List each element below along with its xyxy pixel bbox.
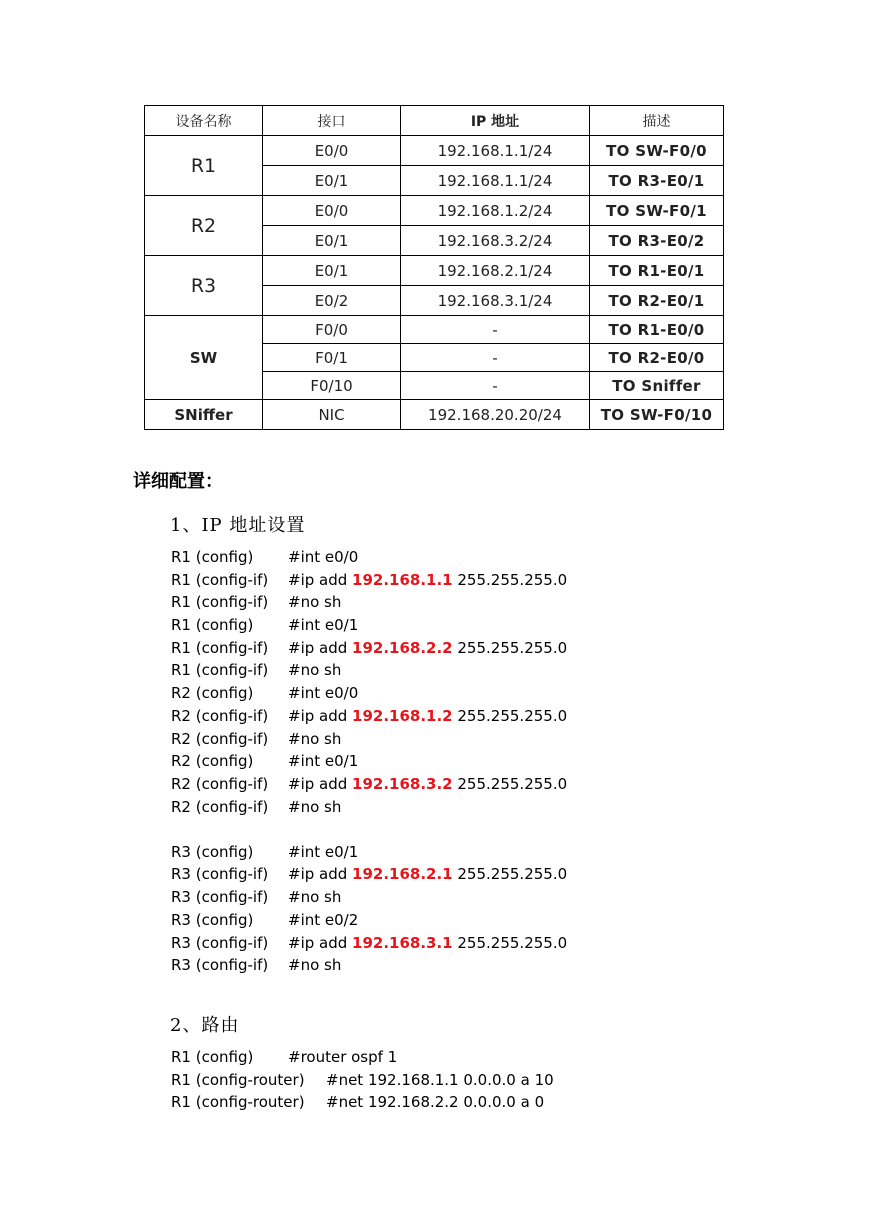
config-line bbox=[171, 659, 567, 682]
config-line bbox=[171, 863, 567, 886]
config-line bbox=[171, 1091, 554, 1114]
config-command: #no sh bbox=[288, 797, 342, 816]
config-prompt: R3 (config-if) bbox=[171, 865, 269, 884]
ip-config-block bbox=[171, 546, 567, 977]
interface-cell: F0/0 bbox=[263, 316, 401, 344]
config-prompt: R1 (config) bbox=[171, 616, 254, 635]
section-title-routing: 2、路由 bbox=[170, 1015, 240, 1036]
config-command: #no sh bbox=[288, 956, 342, 975]
config-prompt: R2 (config-if) bbox=[171, 774, 269, 793]
detail-config-heading: 详细配置： bbox=[133, 471, 223, 492]
ip-cell: - bbox=[401, 372, 590, 400]
config-command: #ip add bbox=[288, 570, 353, 589]
ip-cell: 192.168.20.20/24 bbox=[401, 400, 590, 430]
ip-cell: 192.168.3.2/24 bbox=[401, 226, 590, 256]
config-command: #net 192.168.1.1 0.0.0.0 a 10 bbox=[326, 1070, 554, 1089]
highlighted-ip-address: 192.168.2.2 bbox=[352, 638, 453, 657]
ip-cell: 192.168.2.1/24 bbox=[401, 256, 590, 286]
config-prompt: R3 (config) bbox=[171, 842, 254, 861]
subnet-mask: 255.255.255.0 bbox=[452, 865, 568, 884]
description-cell: TO R3-E0/2 bbox=[590, 226, 724, 256]
config-prompt: R1 (config-router) bbox=[171, 1093, 305, 1112]
config-command: #ip add bbox=[288, 706, 353, 725]
interface-cell: E0/1 bbox=[263, 166, 401, 196]
header-description: 描述 bbox=[590, 106, 724, 136]
table-row bbox=[145, 136, 724, 166]
config-line bbox=[171, 954, 567, 977]
description-cell: TO R2-E0/0 bbox=[590, 344, 724, 372]
highlighted-ip-address: 192.168.1.1 bbox=[352, 570, 453, 589]
config-prompt: R3 (config) bbox=[171, 910, 254, 929]
description-cell: TO R1-E0/1 bbox=[590, 256, 724, 286]
config-prompt: R2 (config-if) bbox=[171, 797, 269, 816]
ip-cell: - bbox=[401, 316, 590, 344]
config-prompt: R1 (config-if) bbox=[171, 638, 269, 657]
subnet-mask: 255.255.255.0 bbox=[452, 774, 568, 793]
highlighted-ip-address: 192.168.3.1 bbox=[352, 933, 453, 952]
table-row bbox=[145, 400, 724, 430]
description-cell: TO SW-F0/0 bbox=[590, 136, 724, 166]
ip-cell: 192.168.1.2/24 bbox=[401, 196, 590, 226]
config-line bbox=[171, 569, 567, 592]
ip-cell: 192.168.3.1/24 bbox=[401, 286, 590, 316]
description-cell: TO R1-E0/0 bbox=[590, 316, 724, 344]
highlighted-ip-address: 192.168.2.1 bbox=[352, 865, 453, 884]
config-prompt: R1 (config-if) bbox=[171, 661, 269, 680]
table-row bbox=[145, 196, 724, 226]
config-command: #net 192.168.2.2 0.0.0.0 a 0 bbox=[326, 1093, 545, 1112]
description-cell: TO SW-F0/10 bbox=[590, 400, 724, 430]
config-command: #no sh bbox=[288, 661, 342, 680]
config-command: #ip add bbox=[288, 774, 353, 793]
device-name-cell: SNiffer bbox=[145, 400, 263, 430]
header-interface: 接口 bbox=[263, 106, 401, 136]
header-device-name: 设备名称 bbox=[145, 106, 263, 136]
config-command: #router ospf 1 bbox=[288, 1048, 398, 1066]
config-prompt: R2 (config-if) bbox=[171, 706, 269, 725]
config-prompt: R1 (config-if) bbox=[171, 570, 269, 589]
config-line bbox=[171, 773, 567, 796]
config-line bbox=[171, 705, 567, 728]
interface-cell: F0/1 bbox=[263, 344, 401, 372]
config-line bbox=[171, 728, 567, 751]
config-prompt: R1 (config-router) bbox=[171, 1070, 305, 1089]
interface-cell: E0/1 bbox=[263, 226, 401, 256]
config-line bbox=[171, 591, 567, 614]
config-line bbox=[171, 682, 567, 705]
config-prompt: R1 (config-if) bbox=[171, 593, 269, 612]
config-prompt: R3 (config-if) bbox=[171, 933, 269, 952]
config-command: #no sh bbox=[288, 593, 342, 612]
config-prompt: R1 (config) bbox=[171, 1048, 254, 1066]
subnet-mask: 255.255.255.0 bbox=[452, 638, 568, 657]
config-command: #no sh bbox=[288, 729, 342, 748]
config-line bbox=[171, 1046, 554, 1069]
config-command: #int e0/0 bbox=[288, 548, 359, 566]
config-prompt: R2 (config-if) bbox=[171, 729, 269, 748]
interface-cell: E0/1 bbox=[263, 256, 401, 286]
config-command: #int e0/1 bbox=[288, 752, 359, 771]
config-prompt: R3 (config-if) bbox=[171, 888, 269, 907]
config-line bbox=[171, 1069, 554, 1092]
device-name-cell: SW bbox=[145, 316, 263, 400]
subnet-mask: 255.255.255.0 bbox=[452, 706, 568, 725]
config-prompt: R1 (config) bbox=[171, 548, 254, 566]
table-row bbox=[145, 256, 724, 286]
table-header-row bbox=[145, 106, 724, 136]
config-line bbox=[171, 886, 567, 909]
device-name-cell: R2 bbox=[145, 196, 263, 256]
ip-cell: 192.168.1.1/24 bbox=[401, 166, 590, 196]
config-prompt: R3 (config-if) bbox=[171, 956, 269, 975]
config-prompt: R2 (config) bbox=[171, 752, 254, 771]
subnet-mask: 255.255.255.0 bbox=[452, 570, 568, 589]
config-line bbox=[171, 841, 567, 864]
device-interface-table bbox=[144, 105, 724, 430]
interface-cell: NIC bbox=[263, 400, 401, 430]
config-line bbox=[171, 546, 567, 569]
config-line bbox=[171, 909, 567, 932]
config-line bbox=[171, 614, 567, 637]
config-prompt: R2 (config) bbox=[171, 684, 254, 703]
interface-cell: F0/10 bbox=[263, 372, 401, 400]
config-command: #ip add bbox=[288, 638, 353, 657]
device-name-cell: R3 bbox=[145, 256, 263, 316]
config-command: #int e0/0 bbox=[288, 684, 359, 703]
ip-cell: - bbox=[401, 344, 590, 372]
config-command: #no sh bbox=[288, 888, 342, 907]
header-ip-address: IP 地址 bbox=[401, 106, 590, 136]
config-command: #ip add bbox=[288, 933, 353, 952]
subnet-mask: 255.255.255.0 bbox=[452, 933, 568, 952]
table-row bbox=[145, 316, 724, 344]
interface-cell: E0/0 bbox=[263, 196, 401, 226]
section-title-ip: 1、IP 地址设置 bbox=[170, 515, 306, 536]
config-command: #int e0/1 bbox=[288, 842, 359, 861]
highlighted-ip-address: 192.168.3.2 bbox=[352, 774, 453, 793]
description-cell: TO R2-E0/1 bbox=[590, 286, 724, 316]
routing-config-block bbox=[171, 1046, 554, 1114]
highlighted-ip-address: 192.168.1.2 bbox=[352, 706, 453, 725]
config-line bbox=[171, 637, 567, 660]
description-cell: TO Sniffer bbox=[590, 372, 724, 400]
config-command: #ip add bbox=[288, 865, 353, 884]
blank-line bbox=[171, 818, 567, 841]
device-name-cell: R1 bbox=[145, 136, 263, 196]
description-cell: TO SW-F0/1 bbox=[590, 196, 724, 226]
ip-cell: 192.168.1.1/24 bbox=[401, 136, 590, 166]
interface-cell: E0/2 bbox=[263, 286, 401, 316]
description-cell: TO R3-E0/1 bbox=[590, 166, 724, 196]
config-line bbox=[171, 750, 567, 773]
config-command: #int e0/2 bbox=[288, 910, 359, 929]
config-command: #int e0/1 bbox=[288, 616, 359, 635]
interface-cell: E0/0 bbox=[263, 136, 401, 166]
config-line bbox=[171, 932, 567, 955]
config-line bbox=[171, 796, 567, 819]
